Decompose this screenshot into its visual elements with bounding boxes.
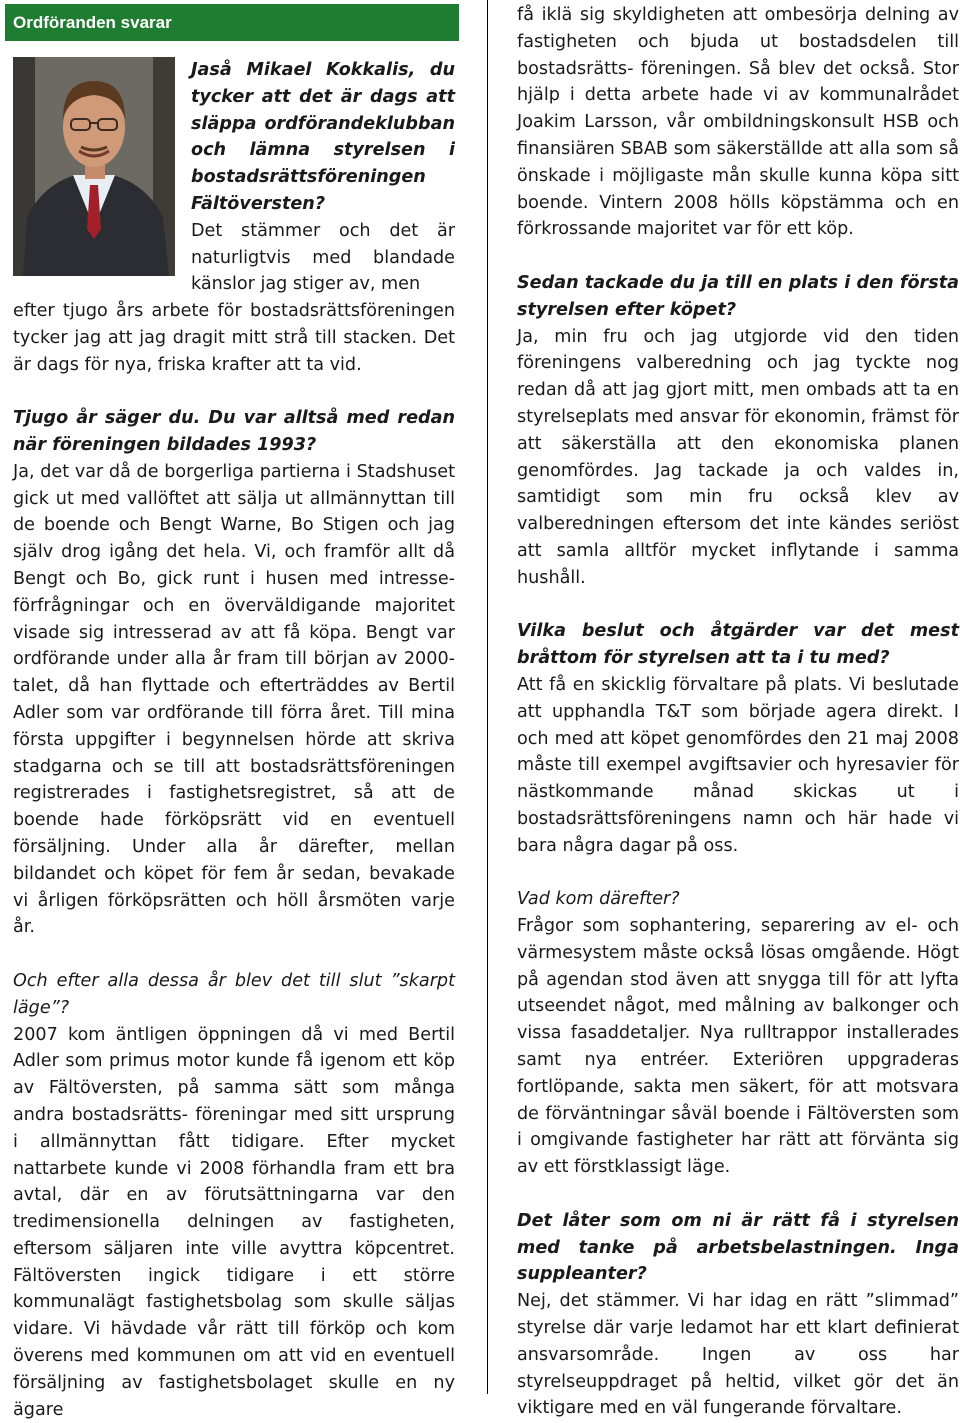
question-2 (13, 405, 455, 459)
intro-question: Jaså Mikael Kokkalis, du tycker att det är dags att släppa ordförandeklubban och lämna styrelsen i bostadsrättsföreningen Fältöversten? (191, 60, 455, 214)
answer-2: Ja, det var då de borgerliga partierna i Stadshuset gick ut med vallöftet att sälja ut allmännyttan till de boende och Bengt Warne, Bo Stigen och jag själv drog igång det hela. Vi, och framför allt då Bengt och Bo, gick runt i husen med intresse-förfrågningar och en överväldigande majoritet visade sig intresserad av att få köpa. Bengt var ordförande under alla år fram till början av 2000-talet, då han flyttade och efterträddes av Bertil Adler som var ordförande till förra året. Till mina första uppgifter i begynnelsen hörde att skriva stadgarna och se till att bostadsrättsföreningen registrerades i fastighetsregistret, så att de boende hade förköpsrätt vid en eventuell försäljning. Under alla år därefter, mellan bildandet och köpet för fem år sedan, bevakade vi årligen förköpsrätten och höll årsmöten varje år. (13, 461, 455, 938)
question-4: Sedan tackade du ja till en plats i den första styrelsen efter köpet? (517, 272, 959, 320)
answer-5: Att få en skicklig förvaltare på plats. Vi beslutade att upphandla T&T som började agera direkt. I och med att köpet genomfördes den 21 maj 2008 måste till exempel avgiftsavier och hyresavier för nästkommande månad skickas ut i bostadsrättsföreningens namn och här hade vi bara några dagar på oss. (517, 674, 959, 856)
intro-answer: Det stämmer och det är naturligtvis med blandade känslor jag stiger av, men (191, 220, 455, 295)
answer-3-continued: få iklä sig skyldigheten att ombesörja delning av fastigheten och bjuda ut bostadsdelen till bostadsrätts- föreningen. Så blev det också. Stor hjälp i detta arbete hade vi av kommunalrådet Joakim Larsson, vår ombildningskonsult HSB och finansiären SBAB som säkerställde att alla som så önskade i möjligaste mån skulle kunna köpa sitt boende. Vintern 2008 hölls köpstämma och en förkrossande majoritet var för ett köp. (517, 5, 959, 240)
answer-3: 2007 kom äntligen öppningen då vi med Bertil Adler som primus motor kunde få igenom ett köp av Fältöversten, på samma sätt som många andra bostadsrätts- föreningar med sitt ursprung i allmännyttan fått tidigare. Efter mycket nattarbete kunde vi 2008 förhandla fram ett bra avtal, där en av förutsättningarna var den tredimensionella delningen av fastigheten, eftersom säljaren inte ville avyttra köpcentret. Fältöversten ingick tidigare i ett större kommunalägt fastighetsbolag som skulle säljas vidare. Vi hävdade vår rätt till förköp och kom överens med kommunen om att vid en eventuell försäljning av fastighetsbolaget skulle en ny ägare (13, 1024, 455, 1420)
question-3: Och efter alla dessa år blev det till slut ”skarpt läge”? (13, 970, 455, 1018)
question-7: Det låter som om ni är rätt få i styrelsen med tanke på arbetsbelastningen. Inga suppleanter? (517, 1210, 959, 1285)
right-column (517, 2, 959, 1422)
column-divider (487, 0, 488, 1394)
section-title: Ordföranden svarar (13, 13, 172, 32)
intro-block (191, 57, 455, 298)
intro-answer-continued: efter tjugo års arbete för bostadsrättsföreningen tycker jag att jag dragit mitt strå till stacken. Det är dags för nya, friska krafter att ta vid. (13, 301, 455, 375)
answer-4: Ja, min fru och jag utgjorde vid den tiden föreningens valberedning och jag tyckte nog redan då att jag gjort mitt, men ombads att ta en styrelseplats med ansvar för ekonomin, främst för att säkerställa att den ekonomiska planen genomfördes. Jag tackade ja och valdes in, samtidigt som min fru också klev av valberedningen eftersom det inte kändes seriöst att samla alltför mycket inflytande i samma hushåll. (517, 326, 959, 588)
section-header (5, 4, 459, 41)
question-2-part-b: Du var alltså med redan när föreningen bildades 1993? (13, 408, 455, 455)
answer-6: Frågor som sophantering, separering av el- och värmesystem måste också lösas omgående. Högt på agendan stod även att snygga till för att lyfta utseendet något, med målning av balkonger och vissa fasaddetaljer. Nya rulltrappor installerades samt nya entréer. Exteriören uppgraderas fortlöpande, sakta men säkert, för att motsvara de förväntningar såväl boende i Fältöversten som i omgivande fastigheter har rätt att förvänta sig av ett förstklassigt läge. (517, 916, 959, 1178)
question-6: Vad kom därefter? (517, 889, 680, 910)
answer-7: Nej, det stämmer. Vi har idag en rätt ”slimmad” styrelse där varje ledamot har ett klart definierat ansvarsområde. Ingen av oss har styrelseuppdraget på heltid, vilket gör det än viktigare med en väl fungerande förvaltare. (517, 1291, 959, 1419)
question-5: Vilka beslut och åtgärder var det mest bråttom för styrelsen att ta i tu med? (517, 621, 959, 669)
portrait-photo-icon (13, 57, 175, 276)
left-column (13, 298, 455, 1423)
question-2-part-a: Tjugo år säger du. (13, 408, 201, 429)
